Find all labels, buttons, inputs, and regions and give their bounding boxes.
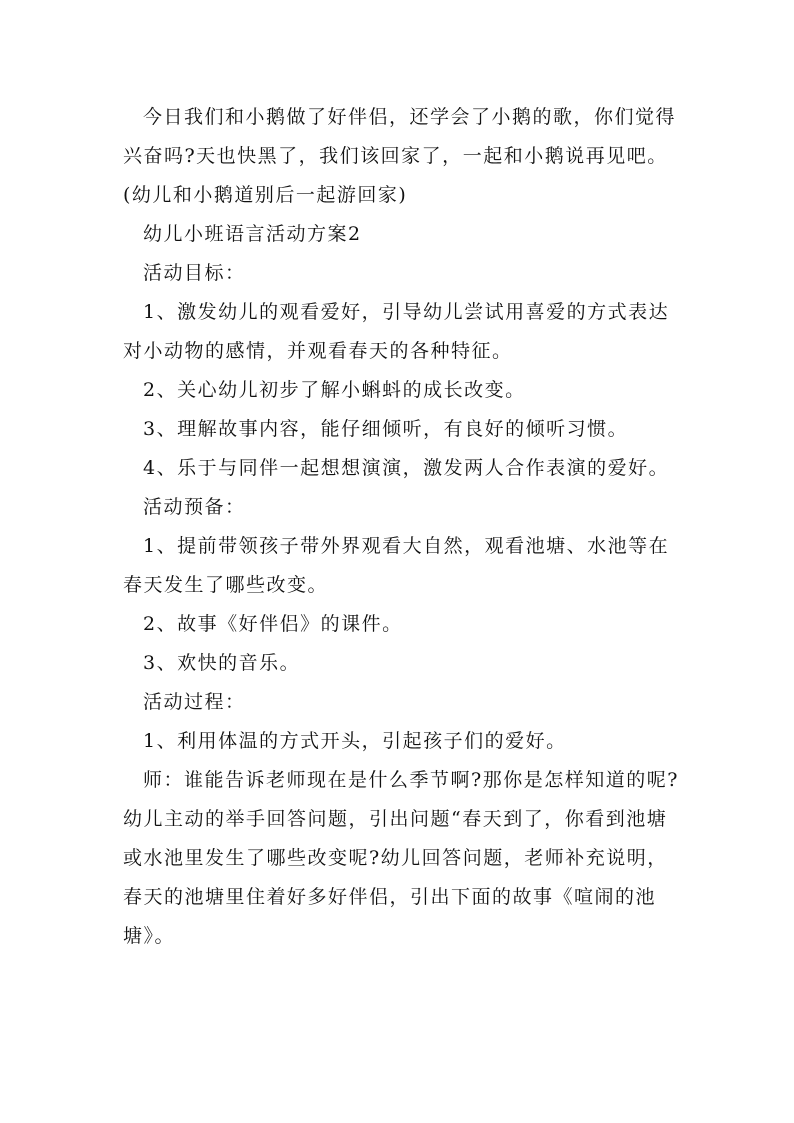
heading-activity-preparation: 活动预备： xyxy=(143,496,246,518)
goal-item-3: 3、理解故事内容，能仔细倾听，有良好的倾听习惯。 xyxy=(143,418,629,440)
heading-activity-goals: 活动目标： xyxy=(143,262,246,284)
goal-item-1: 1、激发幼儿的观看爱好，引导幼儿尝试用喜爱的方式表达对小动物的感情，并观看春天的各种特征。 xyxy=(123,301,670,362)
preparation-item-1: 1、提前带领孩子带外界观看大自然，观看池塘、水池等在春天发生了哪些改变。 xyxy=(123,535,670,596)
preparation-item-3: 3、欢快的音乐。 xyxy=(143,652,301,674)
document-body xyxy=(123,98,683,956)
process-item-1: 1、利用体温的方式开头，引起孩子们的爱好。 xyxy=(143,730,567,752)
goal-item-2: 2、关心幼儿初步了解小蝌蚪的成长改变。 xyxy=(143,379,526,401)
heading-activity-process: 活动过程： xyxy=(143,691,246,713)
preparation-item-2: 2、故事《好伴侣》的课件。 xyxy=(143,613,403,635)
paragraph-closing-remarks: 今日我们和小鹅做了好伴侣，还学会了小鹅的歌，你们觉得兴奋吗?天也快黑了，我们该回家了，一起和小鹅说再见吧。(幼儿和小鹅道别后一起游回家) xyxy=(123,106,677,206)
goal-item-4: 4、乐于与同伴一起想想演演，激发两人合作表演的爱好。 xyxy=(143,457,670,479)
teacher-dialogue-paragraph: 师：谁能告诉老师现在是什么季节啊?那你是怎样知道的呢?幼儿主动的举手回答问题，引出问题“春天到了，你看到池塘或水池里发生了哪些改变呢?幼儿回答问题，老师补充说明，春天的池塘里住着好多好伴侣，引出下面的故事《喧闹的池塘》。 xyxy=(123,769,679,947)
section-title: 幼儿小班语言活动方案2 xyxy=(143,223,362,245)
